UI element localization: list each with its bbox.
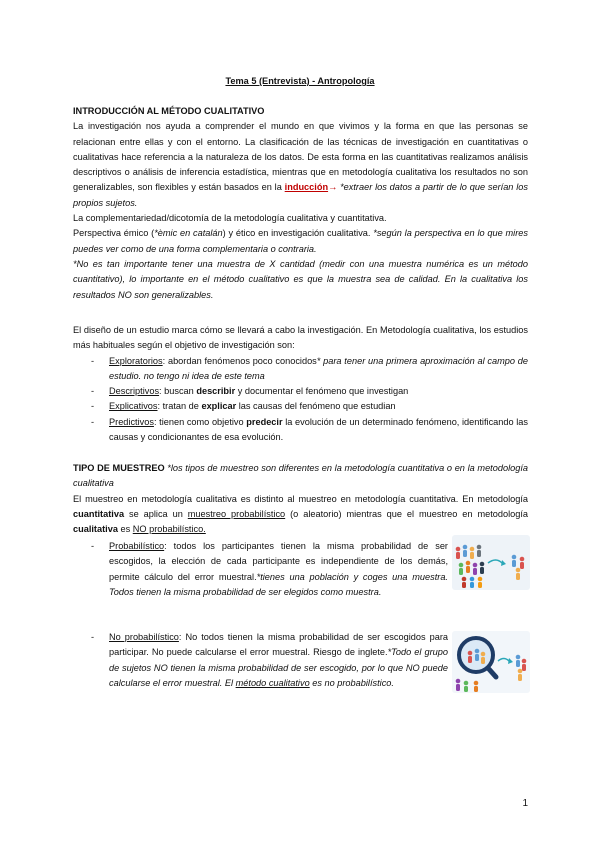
page-title: Tema 5 (Entrevista) - Antropología [225,76,375,86]
population-sample-icon [452,535,530,590]
explicativos-term: Explicativos [109,401,158,412]
design-paragraph: El diseño de un estudio marca cómo se llevará a cabo la investigación. En Metodología cualitativa, los estudios más habituales según el objetivo de investigación son: [73,325,528,351]
descriptivos-text-a: : buscan [159,386,197,397]
list-item [73,415,528,446]
sample-note: *No es tan importante tener una muestra de X cantidad (medir con una muestra numérica es un método cuantitativo), lo importante en el método cualitativo es que la muestra sea de calidad. En la cualitativa los resultados NO son generalizables. [73,258,528,300]
list-item [73,384,528,399]
nonprobabilistic-block [73,630,448,691]
sampling-heading-line [73,461,528,492]
predictivos-bold: predecir [246,416,283,427]
list-item [73,399,528,414]
probabilistico-text: : todos los participantes tienen la misma probabilidad de ser escogidos, la elección de cada participante es independiente de los demás, permite cálculo del error muestral. [109,541,448,582]
no-probabilistico-note-b: método cualitativo [235,677,310,688]
induccion-note: *extraer los datos a partir de lo que serían los propios sujetos. [73,182,528,208]
probabilistico-term: Probabilístico [109,541,165,551]
explicativos-text-a: : tratan de [157,401,202,412]
exploratorios-text: : abordan fenómenos poco conocidos [162,355,317,366]
no-probabilistico-text: : No todos tienen la misma probabilidad de ser escogidos para participar. No puede calcularse el error muestral. Riesgo de inglete. [109,632,448,658]
descriptivos-bold: describir [196,386,236,397]
intro-paragraph [73,119,528,211]
emic-paragraph [73,226,528,257]
sampling-cuantitativa: cuantitativa [73,508,125,519]
design-section [73,323,528,445]
intro-section [73,104,528,303]
descriptivos-text-b: y documentar el fenómeno que investigan [235,386,409,397]
intro-heading: INTRODUCCIÓN AL MÉTODO CUALITATIVO [73,106,265,116]
induccion-term: inducción [284,182,329,193]
exploratorios-note: * para tener una primera aproximación al campo de estudio. no tengo ni idea de este tema [109,355,528,381]
design-list [73,354,528,446]
nonrandom-sampling-illustration [452,631,530,693]
emic-text-c: ) y ético en investigación cualitativa. [222,228,374,239]
sampling-text-c: se aplica un [124,508,188,519]
random-sampling-illustration [452,535,530,590]
no-probabilistico-note-a: *Todo el grupo de sujetos NO tienen la misma probabilidad de ser escogido, por lo que NO puede calcularse el error muestral. El [109,647,448,688]
list-item [73,630,448,691]
sampling-section [73,461,528,537]
arrow-icon: → [328,182,338,193]
complementarity-line: La complementariedad/dicotomía de la metodología cualitativa y cuantitativa. [73,213,387,224]
sampling-text-g: es [117,524,133,535]
predictivos-text-a: : tienen como objetivo [153,416,247,427]
emic-note: *èmic en catalán [154,228,223,239]
explicativos-bold: explicar [201,401,237,412]
sampling-heading: TIPO DE MUESTREO [73,463,165,473]
list-item [73,354,528,385]
intro-text: La investigación nos ayuda a comprender el mundo en que vivimos y la forma en que las personas se relacionan entre ellas y con el entorno. La clasificación de las técnicas de investigación en cuantitativas o cualitativas hace referencia a la naturaleza de los datos. De esta forma en las cuantitativas realizamos análisis descriptivos o análisis de inferencia estadística, mientras que en metodología cualitativa los resultados no son generalizables, son flexibles y están basados en la [73,121,528,193]
explicativos-text-b: las causas del fenómeno que estudian [236,401,396,412]
list-item [73,539,448,600]
emic-text-a: Perspectiva émico ( [73,228,155,239]
probabilistic-block [73,539,448,600]
descriptivos-term: Descriptivos [109,386,160,397]
sampling-paragraph [73,492,528,538]
probabilistico-note: *tienes una población y coges una muestra. Todos tienen la misma probabilidad de ser elegidos como muestra. [109,571,448,597]
exploratorios-term: Exploratorios [109,355,163,366]
no-probabilistico-note-c: es no probabilístico. [309,677,394,688]
no-probabilistico-term: No probabilístico [109,632,179,642]
magnifier-sample-icon [452,631,530,693]
nonprobabilistic-list [73,630,448,691]
sampling-cualitativa: cualitativa [73,524,118,535]
predictivos-text-b: la evolución de un determinado fenómeno, identificando las causas y condicionantes de esa evolución. [109,416,529,443]
sampling-no-probabilistico: NO probabilístico. [132,524,206,535]
predictivos-term: Predictivos [109,416,154,427]
probabilistic-list [73,539,448,600]
page-number: 1 [522,798,528,809]
sampling-text-e: (o aleatorio) mientras que el muestreo en metodología [285,508,529,519]
sampling-text-a: El muestreo en metodología cualitativa es distinto al muestreo en metodología cuantitativa. En metodología [73,493,528,504]
sampling-probabilistico: muestreo probabilístico [187,508,286,519]
sampling-heading-note: *los tipos de muestreo son diferentes en la metodología cuantitativa o en la metodología cualitativa [73,463,528,489]
emic-perspective-note: *según la perspectiva en lo que mires puedes ver como de una forma complementaria o contraria. [73,228,528,254]
